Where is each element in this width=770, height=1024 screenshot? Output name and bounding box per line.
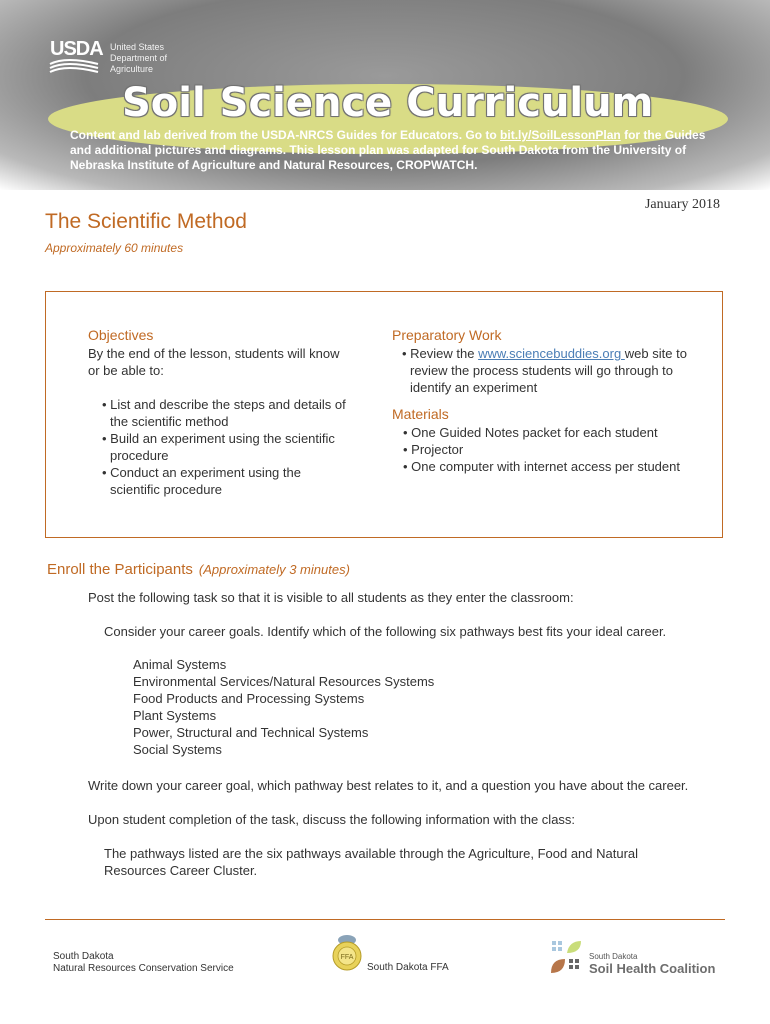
list-item: Power, Structural and Technical Systems	[133, 725, 369, 740]
dept-line: Agriculture	[110, 64, 154, 74]
footer-divider	[45, 919, 725, 920]
svg-text:FFA: FFA	[340, 954, 354, 961]
soil-health-coalition-logo-icon	[549, 939, 585, 975]
enroll-paragraph: Post the following task so that it is visible to all students as they enter the classroom:	[88, 590, 574, 605]
list-item: Animal Systems	[133, 657, 227, 672]
prep-heading: Preparatory Work	[392, 327, 502, 343]
pathways-note: Resources Career Cluster.	[104, 863, 258, 878]
shc-name: Soil Health Coalition	[589, 961, 716, 976]
enroll-paragraph: Write down your career goal, which pathway best relates to it, and a question you have about the career.	[88, 778, 689, 793]
intro-link[interactable]: bit.ly/SoilLessonPlan	[500, 128, 621, 142]
objectives-section	[88, 327, 348, 498]
enroll-heading	[47, 561, 350, 578]
material-item: • Projector	[403, 442, 464, 457]
nrcs-credit	[53, 951, 234, 975]
objective-item: • List and describe the steps and details of the scientific method	[102, 397, 346, 429]
task-prompt: Consider your career goals. Identify which of the following six pathways best fits your ideal career.	[104, 624, 667, 639]
list-item: Plant Systems	[133, 708, 217, 723]
objective-item: • Build an experiment using the scientific procedure	[102, 431, 335, 463]
ffa-emblem-icon	[330, 932, 364, 972]
intro-text-end: for the Guides and additional pictures and diagrams. This lesson plan was adapted for South Dakota from the University of Nebraska Institute of Agriculture and Natural Resources, CROPWATCH.	[70, 128, 706, 172]
intro-text: Content and lab derived from the USDA-NRCS Guides for Educators. Go to	[70, 128, 501, 142]
enroll-duration: (Approximately 3 minutes)	[198, 562, 350, 577]
ffa-label: South Dakota FFA	[367, 962, 449, 973]
list-item: Social Systems	[133, 742, 222, 757]
dept-line: United States	[110, 42, 165, 52]
objective-item: • Conduct an experiment using the scientific procedure	[102, 465, 301, 497]
pathways-note: The pathways listed are the six pathways available through the Agriculture, Food and Natural	[104, 846, 639, 861]
material-item: • One Guided Notes packet for each student	[403, 425, 658, 440]
prep-item: • Review the www.sciencebuddies.org web site to review the process students will go through to identify an experiment	[402, 346, 687, 395]
department-name	[110, 42, 167, 75]
dept-line: Department of	[110, 53, 168, 63]
list-item: Food Products and Processing Systems	[133, 691, 365, 706]
header-banner	[0, 0, 770, 190]
sciencebuddies-link[interactable]: www.sciencebuddies.org	[478, 346, 625, 361]
materials-heading: Materials	[392, 406, 449, 422]
document-date: January 2018	[644, 197, 720, 212]
material-item: • One computer with internet access per student	[403, 459, 680, 474]
usda-wave-icon	[48, 58, 100, 76]
pathway-list	[133, 656, 434, 758]
list-item: Environmental Services/Natural Resources Systems	[133, 674, 435, 689]
lesson-overview-box	[45, 291, 723, 538]
curriculum-title: Soil Science Curriculum	[122, 80, 654, 126]
prep-materials-section	[392, 327, 712, 475]
footer-text: Natural Resources Conservation Service	[53, 963, 234, 974]
shc-state: South Dakota	[589, 952, 638, 961]
usda-logo: USDA	[50, 38, 103, 60]
footer-text: South Dakota	[53, 951, 114, 962]
lesson-title: The Scientific Method	[45, 210, 247, 233]
enroll-title: Enroll the Participants	[47, 561, 193, 578]
objectives-intro: By the end of the lesson, students will know or be able to:	[88, 346, 340, 378]
lesson-duration: Approximately 60 minutes	[45, 241, 184, 255]
banner-intro	[70, 128, 710, 173]
enroll-paragraph: Upon student completion of the task, discuss the following information with the class:	[88, 812, 576, 827]
objectives-heading: Objectives	[88, 327, 154, 343]
